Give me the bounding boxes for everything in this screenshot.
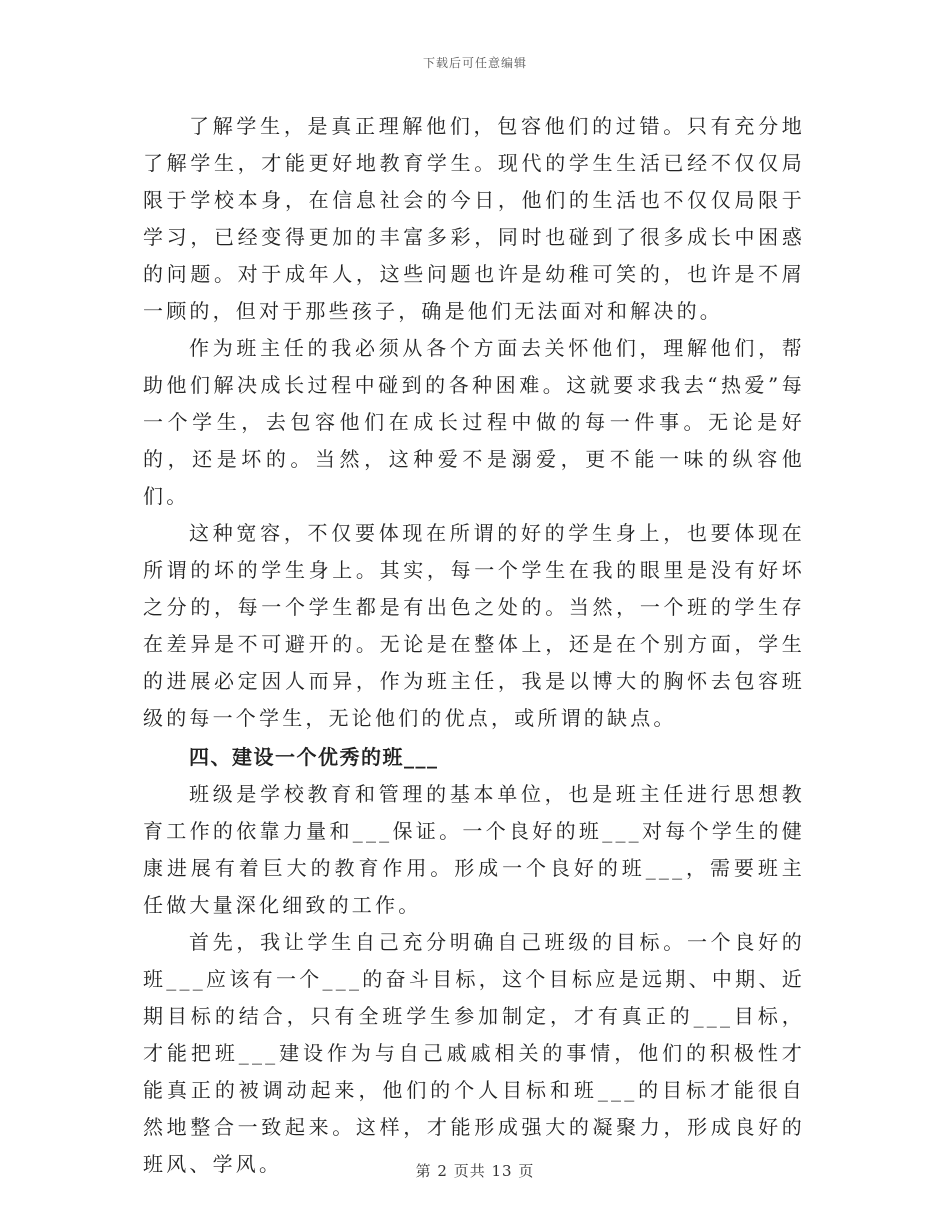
paragraph-class-unit: 班级是学校教育和管理的基本单位，也是班主任进行思想教育工作的依靠力量和___保证。一个良好的班___对每个学生的健康进展有着巨大的教育作用。形成一个良好的班___，需要班主任做大量深化细致的工作。 <box>143 782 805 917</box>
body-text <box>143 108 805 1183</box>
paragraph-tolerance: 这种宽容，不仅要体现在所谓的好的学生身上，也要体现在所谓的坏的学生身上。其实，每一个学生在我的眼里是没有好坏之分的，每一个学生都是有出色之处的。当然，一个班的学生存在差异是不可避开的。无论是在整体上，还是在个别方面，学生的进展必定因人而异，作为班主任，我是以博大的胸怀去包容班级的每一个学生，无论他们的优点，或所谓的缺点。 <box>143 521 805 730</box>
paragraph-care-for-students: 作为班主任的我必须从各个方面去关怀他们，理解他们，帮助他们解决成长过程中碰到的各种困难。这就要求我去“热爱”每一个学生，去包容他们在成长过程中做的每一件事。无论是好的，还是坏的。当然，这种爱不是溺爱，更不能一味的纵容他们。 <box>143 336 805 508</box>
paragraph-class-goals: 首先，我让学生自己充分明确自己班级的目标。一个良好的班___应该有一个___的奋斗目标，这个目标应是远期、中期、近期目标的结合，只有全班学生参加制定，才有真正的___目标，才能把班___建设作为与自己戚戚相关的事情，他们的积极性才能真正的被调动起来，他们的个人目标和班___的目标才能很自然地整合一致起来。这样，才能形成强大的凝聚力，形成良好的班风、学风。 <box>143 930 805 1176</box>
section-heading: 四、建设一个优秀的班___ <box>189 745 439 769</box>
page-header: 下载后可任意编辑 <box>422 56 527 70</box>
paragraph-understand-students: 了解学生，是真正理解他们，包容他们的过错。只有充分地了解学生，才能更好地教育学生。现代的学生生活已经不仅仅局限于学校本身，在信息社会的今日，他们的生活也不仅仅局限于学习，已经变得更加的丰富多彩，同时也碰到了很多成长中困惑的问题。对于成年人，这些问题也许是幼稚可笑的，也许是不屑一顾的，但对于那些孩子，确是他们无法面对和解决的。 <box>143 114 805 323</box>
page-footer: 第 2 页共 13 页 <box>415 1162 535 1180</box>
